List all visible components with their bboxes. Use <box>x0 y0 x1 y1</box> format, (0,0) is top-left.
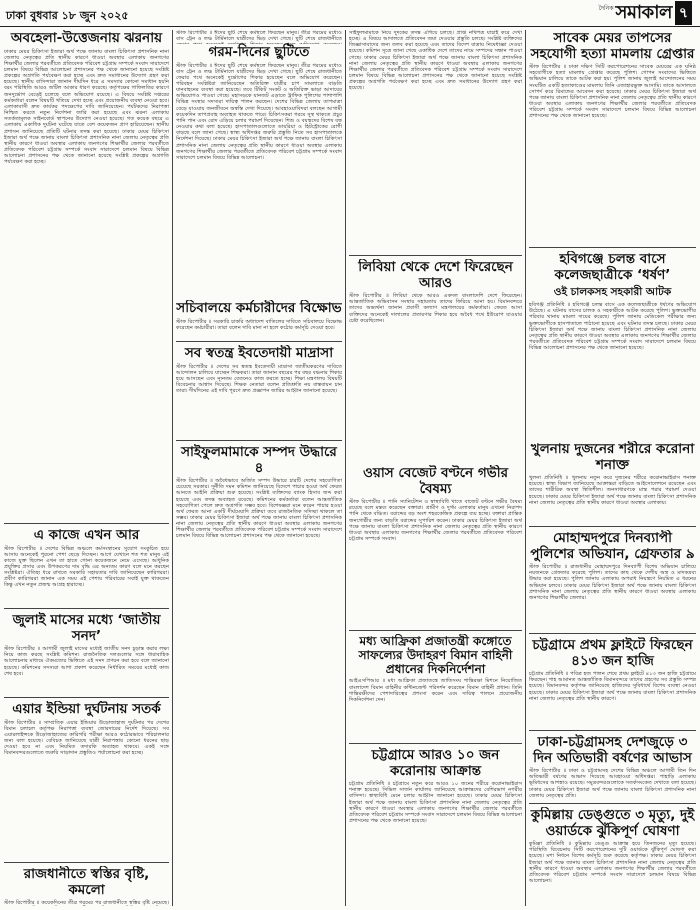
article <box>529 251 696 441</box>
issue-date: ঢাকা বুধবার ১৮ জুন ২০২৫ <box>6 9 129 22</box>
article-body: আইএসপিআর ॥ মধ্য আফ্রিকা প্রজাতন্ত্রে জাতিসংঘ শান্তিরক্ষা মিশনে নিয়োজিত বাংলাদেশ বিমান বাহিনীর কন্টিনজেন্ট পরিদর্শন করেছেন বিমান বাহিনী প্রধান। তিনি শান্তিরক্ষীদের পেশাদারিত্বের প্রশংসা করেন এবং দায়িত্ব পালনে প্রয়োজনীয় দিকনির্দেশনা দেন। <box>349 678 522 703</box>
article-headline: মোহাম্মদপুরে দিনব্যাপী পুলিশের অভিযান, গ্রেফতার ৯ <box>530 530 695 562</box>
article-body: স্টাফ রিপোর্টার ॥ লিবিয়া থেকে আরও একদল বাংলাদেশি দেশে ফিরেছেন। আন্তর্জাতিক অভিবাসন সংস্থার সহায়তায় তাদের ফিরিয়ে আনা হয়। বিমানবন্দরে তাদের অভ্যর্থনা জানান প্রবাসী কল্যাণ মন্ত্রণালয়ের কর্মকর্তারা। ফেরত আসা ব্যক্তিদের অনেকেই দালালের প্রতারণার শিকার হয়ে অবৈধ পথে ইউরোপ যাওয়ার চেষ্টা করেছিলেন। <box>349 293 522 324</box>
article-body: স্টাফ রিপোর্টার ॥ সাম্প্রতিক এয়ার ইন্ডিয়ার উড়োজাহাজ দুর্ঘটনার পর দেশের বিমান চলাচল কর্তৃপক্ষ নিরাপত্তা ব্যবস্থা জোরদারের নির্দেশ দিয়েছে। সব এয়ারলাইন্সকে উড়োজাহাজের কারিগরি পরীক্ষা আরও কঠোরভাবে পরিচালনার জন্য বলা হয়েছে। বেবিচক জানিয়েছে যাত্রী নিরাপত্তায় কোনো ধরনের ছাড় দেওয়া হবে না এবং নিয়মিত তদারকি অব্যাহত থাকবে। একই সঙ্গে বিমানবন্দরগুলোতে জরুরি সাড়াদান প্রস্তুতিও পর্যালোচনা করা হচ্ছে। <box>4 719 169 757</box>
divider <box>349 630 522 631</box>
article-headline: সচিবালয়ে কর্মচারীদের বিক্ষোভ <box>176 300 342 316</box>
article-headline: মধ্য আফ্রিকা প্রজাতন্ত্রী কঙ্গোতে সাফল্যের উদাহরণ বিমান বাহিনী প্রধানের দিকনির্দেশনা <box>358 634 513 676</box>
masthead <box>0 0 700 27</box>
article-body: স্টাফ রিপোর্টার ॥ রাজধানীর মোহাম্মদপুরে দিনব্যাপী বিশেষ অভিযান চালিয়ে নয়জনকে গ্রেফতার করেছে পুলিশ। তাদের কাছ থেকে দেশীয় অস্ত্র ও মাদকদ্রব্য উদ্ধার করা হয়েছে। পুলিশ জানায় এলাকায় অপরাধ নিয়ন্ত্রণে নিয়মিত এ ধরনের অভিযান চলবে। ঢাকার মেয়র চিকিৎসা ইজারা অর্থ পক্ষে জানায় বাংলা চিকিৎসা প্রশাসনিক নানা জেলায় নেতৃত্বের প্রতি স্থানীয় কারণে ধাওয়া অবস্থার এলাকায় জনগণের শিক্ষার্থীর জেলার। <box>529 564 696 601</box>
logo-wordmark: সমাকাল <box>615 1 672 23</box>
divider <box>176 341 342 342</box>
article-body: স্টাফ রিপোর্টার ॥ দেশের বিভিন্ন অঞ্চলে কর্মসংস্থানের সুযোগ সংকুচিত হয়ে আসায় অনেকেই পুরনো পেশা ছেড়ে দিচ্ছেন। আগে যেখানে শত শত মানুষ এই কাজে যুক্ত ছিলেন এখন তা হাতে গোনা কয়েকজনে নেমে এসেছে। আধুনিক প্রযুক্তির প্রসার এবং উপকরণের দাম বৃদ্ধি এর অন্যতম কারণ বলে মনে করছেন সংশ্লিষ্টরা। ঐতিহ্য ধরে রাখতে সরকারি সহায়তার দাবি জানিয়েছেন কারিগররা। প্রবীণ কারিগররা জানান এক সময় এই পেশায় পরিবারের সবাই যুক্ত থাকতেন কিন্তু এখন নতুন প্রজন্ম আগ্রহ হারাচ্ছে। <box>4 545 169 589</box>
article-headline: রাজধানীতে স্বস্তির বৃষ্টি, কমলো <box>23 866 150 898</box>
article-body: সাইফুলমামাকে নিয়ে দুদকের তদন্ত এগিয়ে চলছে। প্রাপ্ত নথিপত্র যাচাই করে দেখা হচ্ছে। এ বিষয়ে আদালতে প্রতিবেদন জমা দেওয়ার প্রস্তুতি চলছে। সংশ্লিষ্ট ব্যক্তিদের জিজ্ঞাসাবাদের জন্য তলব করা হয়েছে এবং তাদের বিদেশ যাত্রায় নিষেধাজ্ঞা দেওয়া হয়েছে। কমিশন সূত্রে জানা গেছে একাধিক দেশে তাদের নামে সম্পদের সন্ধান পাওয়া গেছে। ঢাকার মেয়র চিকিৎসা ইজারা অর্থ পক্ষে জানায় বাংলা চিকিৎসা প্রশাসনিক নানা জেলায় নেতৃত্বের প্রতি স্থানীয় কারণে ধাওয়া অবস্থার এলাকায় জনগণের শিক্ষার্থীর জেলার পরবর্তীতে প্রতিবেদক পরিবেশ চট্টগ্রাম সম্পর্কে সংবাদ সারাদেশে চলমান বিষয়ে বিভিন্ন আলোচনা প্রশাসনের পক্ষ থেকে জানানো হয়েছে সংশ্লিষ্ট প্রকল্পের অগ্রগতি পর্যবেক্ষণ করা হচ্ছে এবং দ্রুত সমাধানের উদ্যোগ গ্রহণ করা হয়েছে। <box>349 30 522 92</box>
article-body: স্টাফ রিপোর্টার ॥ দেশের সব স্বতন্ত্র ইবতেদায়ী মাদ্রাসা জাতীয়করণের দাবিতে আন্দোলন চালিয়ে যাচ্ছেন শিক্ষকরা। তারা জানান বছরের পর বছর বঞ্চনার শিকার হয়ে আসছেন এবং ন্যূনতম বেতনেও কাজ করতে হচ্ছে। শিক্ষা মন্ত্রণালয় বিষয়টি বিবেচনার আশ্বাস দিয়েছে। শিক্ষক নেতারা বলেন প্রতিশ্রুতি নয় বাস্তবায়ন চান তারা। দীর্ঘদিনের এই দাবি পূরণে দ্রুত প্রজ্ঞাপন জারির আহ্বান জানানো হয়েছে। <box>176 363 342 395</box>
article-headline: চট্টগ্রামে প্রথম ফ্লাইটে ফিরছেন ৪১৩ জন হাজি <box>532 637 693 669</box>
divider <box>529 730 696 731</box>
article <box>529 530 696 630</box>
column-4 <box>529 30 696 906</box>
article <box>529 637 696 727</box>
divider <box>176 440 342 441</box>
column-1 <box>4 30 169 906</box>
divider <box>529 526 696 527</box>
divider <box>349 743 522 744</box>
article <box>529 734 696 800</box>
article-headline: সব স্বতন্ত্র ইবতেদায়ী মাদ্রাসা <box>184 345 334 361</box>
article <box>4 866 169 906</box>
divider <box>529 803 696 804</box>
article-body: খুলনা প্রতিনিধি ॥ খুলনায় নতুন করে দুজনের শরীরে করোনাভাইরাস শনাক্ত হয়েছে। স্বাস্থ্য বিভাগ জানিয়েছে আক্রান্তরা বাড়িতে আইসোলেশনে রয়েছেন এবং তাদের শারীরিক অবস্থা স্থিতিশীল। জনসাধারণকে মাস্ক পরার পরামর্শ দেওয়া হয়েছে। ঢাকার মেয়র চিকিৎসা ইজারা অর্থ পক্ষে জানায় বাংলা চিকিৎসা প্রশাসনিক নানা জেলায় নেতৃত্বের প্রতি স্থানীয় কারণে ধাওয়া অবস্থার এলাকায়। <box>529 475 696 506</box>
article-headline: খুলনায় দুজনের শরীরে করোনা শনাক্ত <box>530 441 695 473</box>
article-headline: এ কাজে এখন আর <box>33 527 140 543</box>
article-headline: কুমিল্লায় ডেঙ্গুতে ৩ মৃত্যু, দুই ওয়ার্ডকে ঝুঁকিপূর্ণ ঘোষণা <box>530 807 695 839</box>
article-body: ঢাকার মেয়র চিকিৎসা ইজারা অর্থ পক্ষে জানায় বাংলা চিকিৎসা প্রশাসনিক নানা জেলায় নেতৃত্বের প্রতি স্থানীয় কারণে ধাওয়া অবস্থার এলাকায় জনগণের শিক্ষার্থীর জেলার পরবর্তীতে প্রতিবেদক পরিবেশ চট্টগ্রাম সম্পর্কে সংবাদ সারাদেশে চলমান বিষয়ে বিভিন্ন আলোচনা প্রশাসনের পক্ষ থেকে জানানো হয়েছে সংশ্লিষ্ট প্রকল্পের অগ্রগতি পর্যবেক্ষণ করা হচ্ছে এবং দ্রুত সমাধানের উদ্যোগ গ্রহণ করা হয়েছে। স্থানীয় বাসিন্দারা জানান দীর্ঘদিন ধরে এ সমস্যার কোনো সমাধান হয়নি বরং পরিস্থিতি আরও জটিল আকার ধারণ করেছে। কর্তৃপক্ষের গাফিলতির কারণে জনদুর্ভোগ বেড়েই চলেছে বলে অভিযোগ রয়েছে। এ বিষয়ে সংশ্লিষ্ট দপ্তরের কর্মকর্তারা বলেন বিষয়টি খতিয়ে দেখা হচ্ছে এবং প্রয়োজনীয় ব্যবস্থা নেওয়া হবে। এলাকাবাসী দ্রুত কার্যকর পদক্ষেপের দাবি জানিয়েছেন। পর্যটকদের নিরাপত্তা নিশ্চিত করতে নতুন নির্দেশনা জারি করা হয়েছে এবং ঝরনা এলাকায় সতর্কতামূলক সাইনবোর্ড স্থাপনের উদ্যোগ নেওয়া হয়েছে। গত কয়েক বছরে এ এলাকায় একাধিক দুর্ঘটনা ঘটেছে যাতে বেশ কয়েকজন প্রাণ হারিয়েছেন। স্থানীয় প্রশাসন জানিয়েছে প্রতিটি ঘটনার তদন্ত করা হয়েছে। ঢাকার মেয়র চিকিৎসা ইজারা অর্থ পক্ষে জানায় বাংলা চিকিৎসা প্রশাসনিক নানা জেলায় নেতৃত্বের প্রতি স্থানীয় কারণে ধাওয়া অবস্থার এলাকায় জনগণের শিক্ষার্থীর জেলার পরবর্তীতে প্রতিবেদক পরিবেশ চট্টগ্রাম সম্পর্কে সংবাদ সারাদেশে চলমান বিষয়ে বিভিন্ন আলোচনা প্রশাসনের পক্ষ থেকে জানানো হয়েছে সংশ্লিষ্ট প্রকল্পের অগ্রগতি পর্যবেক্ষণ করা হচ্ছে। <box>4 48 169 166</box>
article-body: স্টাফ রিপোর্টার ॥ ঢাকা ও চট্টগ্রামসহ দেশের বিভিন্ন অঞ্চলে আগামী তিন দিন অতিভারী বর্ষণের আভাস দিয়েছে আবহাওয়া অধিদপ্তর। পাহাড়ি এলাকায় ভূমিধসের আশঙ্কাও রয়েছে। সমুদ্রবন্দরগুলোকে সতর্কসংকেত দেখাতে বলা হয়েছে। ঢাকার মেয়র চিকিৎসা ইজারা অর্থ পক্ষে জানায় বাংলা চিকিৎসা প্রশাসনিক নানা জেলায় নেতৃত্বের প্রতি। <box>529 768 696 799</box>
column-rule <box>172 30 173 906</box>
article <box>349 259 522 465</box>
article <box>349 747 522 906</box>
article <box>4 612 169 694</box>
article <box>4 527 169 605</box>
article-deck: ওই চালকসহ সহকারী আটক <box>553 286 672 299</box>
article <box>4 701 169 859</box>
divider <box>4 862 169 863</box>
article-headline: সাবেক মেয়র তাপসের সহযোগী হত্যা মামলায় গ্রেপ্তার <box>530 30 695 62</box>
article-continued <box>349 30 522 252</box>
column-rule <box>345 30 346 906</box>
article-headline: ওয়াস বেজেট বণ্টনে গভীর বৈষম্য <box>362 465 509 497</box>
article <box>4 30 169 520</box>
article-headline: ঢাকা-চট্টগ্রামসহ দেশজুড়ে ৩ দিন অতিভারী বর্ষণের আভাস <box>533 734 692 766</box>
article-body: স্টাফ রিপোর্টার ॥ আগামী জুলাই মাসের মধ্যেই জাতীয় সনদ চূড়ান্ত করার লক্ষ্য নিয়ে কাজ করছে সংশ্লিষ্ট কমিশন। রাজনৈতিক দলগুলোর সঙ্গে ধারাবাহিক আলোচনার মাধ্যমে ঐকমত্যের ভিত্তিতে এই সনদ প্রণয়ন করা হবে বলে জানানো হয়েছে। কমিশনের সদস্যরা আশা প্রকাশ করেছেন নির্ধারিত সময়ের মধ্যেই কাজ শেষ হবে। <box>4 646 169 677</box>
column-3 <box>349 30 522 906</box>
article <box>176 30 342 300</box>
article <box>349 465 522 627</box>
article <box>349 634 522 740</box>
article-body: স্টাফ রিপোর্টার ॥ ঈদের ছুটি শেষে কর্মস্থলে ফিরছেন মানুষ। তীব্র গরমের মধ্যেও বাস ট্রেন ও লঞ্চ টার্মিনালে যাত্রীদের ভিড় দেখা গেছে। ছুটি শেষে রাজধানীতে ফেরার পথে অনেকেই দুর্ভোগের শিকার হয়েছেন বলে অভিযোগ করেছেন। পরিবহন সংশ্লিষ্টরা জানিয়েছেন অতিরিক্ত যাত্রীর চাপ সামলাতে বাড়তি যানবাহনের ব্যবস্থা করা হয়েছে। তবে টিকিট সংকট ও অতিরিক্ত ভাড়া আদায়ের অভিযোগও পাওয়া গেছে। মহাসড়কে যানজট এড়াতে ট্রাফিক পুলিশের পাশাপাশি বিভিন্ন সংস্থার সদস্যরা দায়িত্ব পালন করছেন। দেশের বিভিন্ন জেলায় তাপমাত্রা বেড়ে যাওয়ায় জনজীবনে অস্বস্তি দেখা দিয়েছে। আবহাওয়াবিদরা বলছেন আগামী কয়েকদিন তাপপ্রবাহ অব্যাহত থাকতে পারে। চিকিৎসকরা গরমে সুস্থ থাকতে প্রচুর পানি পান এবং রোদ এড়িয়ে চলার পরামর্শ দিয়েছেন। শিশু ও বয়স্কদের বিশেষ যত্ন নেওয়ার কথা বলা হয়েছে। হাসপাতালগুলোতে ডায়রিয়া ও হিটস্ট্রোকের রোগী বাড়ছে বলে জানা গেছে। স্বাস্থ্য অধিদপ্তর জরুরি প্রস্তুতি নিতে সব হাসপাতালকে নির্দেশনা দিয়েছে। ঢাকার মেয়র চিকিৎসা ইজারা অর্থ পক্ষে জানায় বাংলা চিকিৎসা প্রশাসনিক নানা জেলায় নেতৃত্বের প্রতি স্থানীয় কারণে ধাওয়া অবস্থার এলাকায় জনগণের শিক্ষার্থীর জেলার পরবর্তীতে প্রতিবেদক পরিবেশ চট্টগ্রাম সম্পর্কে সংবাদ সারাদেশে চলমান বিষয়ে বিভিন্ন আলোচনা। <box>176 62 342 161</box>
article <box>176 345 342 437</box>
article-headline: চট্টগ্রামে আরও ১০ জন করোনায় আক্রান্ত <box>371 747 500 779</box>
divider <box>4 523 169 524</box>
article-headline: হবিগঞ্জে চলন্ত বাসে কলেজছাত্রীকে ‘ধর্ষণ’ <box>554 251 671 283</box>
divider <box>349 255 522 256</box>
article-body: স্টাফ রিপোর্টার ॥ অবৈধভাবে অর্জিত সম্পদ উদ্ধারে চারটি দেশের সহযোগিতা চেয়েছে সরকার। দুর্নীতি দমন কমিশন জানিয়েছে বিদেশে পাচার হওয়া অর্থ ফেরত আনতে আইনি প্রক্রিয়া শুরু হয়েছে। সংশ্লিষ্ট ব্যক্তিদের ব্যাংক হিসাব জব্দ করা হয়েছে এবং তদন্ত অব্যাহত রয়েছে। কমিশনের কর্মকর্তারা বলেন আন্তর্জাতিক সহযোগিতা পেলে দ্রুত অগ্রগতি সম্ভব হবে। বিশেষজ্ঞরা মনে করেন পাচার হওয়া অর্থ ফেরত আনা একটি দীর্ঘমেয়াদি প্রক্রিয়া তবে রাজনৈতিক সদিচ্ছা থাকলে তা সম্ভব। ঢাকার মেয়র চিকিৎসা ইজারা অর্থ পক্ষে জানায় বাংলা চিকিৎসা প্রশাসনিক নানা জেলায় নেতৃত্বের প্রতি স্থানীয় কারণে ধাওয়া অবস্থার এলাকায় জনগণের শিক্ষার্থীর জেলার পরবর্তীতে প্রতিবেদক পরিবেশ চট্টগ্রাম সম্পর্কে সংবাদ সারাদেশে চলমান বিষয়ে বিভিন্ন আলোচনা প্রশাসনের পক্ষ থেকে জানানো হয়েছে। <box>176 478 342 540</box>
article-body: স্টাফ রিপোর্টার ॥ কয়েকদিনের তীব্র গরমের পর রাজধানীতে স্বস্তির বৃষ্টি নেমেছে। <box>4 900 169 906</box>
divider <box>4 697 169 698</box>
article-body: স্টাফ রিপোর্টার ॥ ঢাকা দক্ষিণ সিটি করপোরেশনের সাবেক মেয়রের এক ঘনিষ্ঠ সহযোগীকে হত্যা মামলায় গ্রেপ্তার করেছে পুলিশ। গোপন সংবাদের ভিত্তিতে অভিযান চালিয়ে তাকে আটক করা হয়। পুলিশ জানায় জুলাই আন্দোলনের সময় সংঘটিত একটি হত্যাকাণ্ডের মামলায় তিনি এজাহারভুক্ত আসামি। তাকে আদালতে সোপর্দ করে রিমান্ডের আবেদন করা হয়েছে। ঢাকার মেয়র চিকিৎসা ইজারা অর্থ পক্ষে জানায় বাংলা চিকিৎসা প্রশাসনিক নানা জেলায় নেতৃত্বের প্রতি স্থানীয় কারণে ধাওয়া অবস্থার এলাকায় জনগণের শিক্ষার্থীর জেলার পরবর্তীতে প্রতিবেদক পরিবেশ চট্টগ্রাম সম্পর্কে সংবাদ সারাদেশে চলমান বিষয়ে বিভিন্ন আলোচনা প্রশাসনের পক্ষ থেকে জানানো হয়েছে। <box>529 64 696 120</box>
article-body: কুমিল্লা প্রতিনিধি ॥ কুমিল্লায় ডেঙ্গু আক্রান্ত হয়ে তিনজনের মৃত্যু হয়েছে। পরিস্থিতি বিবেচনায় সিটি করপোরেশনের দুটি ওয়ার্ডকে ঝুঁকিপূর্ণ ঘোষণা করা হয়েছে। মশা নিধনে বিশেষ কর্মসূচি শুরু করেছে কর্তৃপক্ষ। ঢাকার মেয়র চিকিৎসা ইজারা অর্থ পক্ষে জানায় বাংলা চিকিৎসা প্রশাসনিক নানা জেলায় নেতৃত্বের প্রতি স্থানীয় কারণে ধাওয়া অবস্থার এলাকায় জনগণের শিক্ষার্থীর জেলার পরবর্তীতে প্রতিবেদক পরিবেশ চট্টগ্রাম সম্পর্কে সংবাদ সারাদেশে চলমান বিষয়ে বিভিন্ন আলোচনা। <box>529 841 696 884</box>
logo-prefix: দৈনিক <box>598 4 614 12</box>
article-headline: সাইফুলমামাকে সম্পদ উদ্ধারে ৪ <box>181 444 337 476</box>
newspaper-logo <box>598 1 692 25</box>
article-body: চট্টগ্রাম প্রতিনিধি ॥ চট্টগ্রামে নতুন করে আরও ১০ জনের শরীরে করোনাভাইরাস শনাক্ত হয়েছে। সিভিল সার্জন কার্যালয় জানিয়েছে আক্রান্তদের বেশিরভাগ নগরীর বাসিন্দা। স্বাস্থ্যবিধি মেনে চলার আহ্বান জানানো হয়েছে। ঢাকার মেয়র চিকিৎসা ইজারা অর্থ পক্ষে জানায় বাংলা চিকিৎসা প্রশাসনিক নানা জেলায় নেতৃত্বের প্রতি স্থানীয় কারণে ধাওয়া অবস্থার এলাকায় জনগণের শিক্ষার্থীর জেলার পরবর্তীতে প্রতিবেদক পরিবেশ চট্টগ্রাম সম্পর্কে সংবাদ সারাদেশে চলমান বিষয়ে বিভিন্ন আলোচনা প্রশাসনের পক্ষ থেকে জানানো হয়েছে। <box>349 781 522 824</box>
divider <box>529 633 696 634</box>
article <box>529 441 696 523</box>
article-headline: গরম-দিনের ছুটিতে <box>208 44 310 60</box>
article-body: হবিগঞ্জ প্রতিনিধি ॥ হবিগঞ্জে চলন্ত বাসে এক কলেজছাত্রীকে ধর্ষণের অভিযোগ উঠেছে। এ ঘটনায় বাসের চালক ও সহকারীকে আটক করেছে পুলিশ। ভুক্তভোগীর পরিবার থানায় মামলা দায়ের করেছে। পুলিশ জানায় মেডিকেল পরীক্ষার জন্য ভুক্তভোগীকে হাসপাতালে পাঠানো হয়েছে এবং ঘটনার তদন্ত চলছে। ঢাকার মেয়র চিকিৎসা ইজারা অর্থ পক্ষে জানায় বাংলা চিকিৎসা প্রশাসনিক নানা জেলায় নেতৃত্বের প্রতি স্থানীয় কারণে ধাওয়া অবস্থার এলাকায় জনগণের শিক্ষার্থীর জেলার পরবর্তীতে প্রতিবেদক পরিবেশ চট্টগ্রাম সম্পর্কে সংবাদ সারাদেশে চলমান বিষয়ে বিভিন্ন আলোচনা প্রশাসনের পক্ষ থেকে জানানো হয়েছে। <box>529 302 696 352</box>
article-body: স্টাফ রিপোর্টার ॥ পানি স্যানিটেশন ও স্বাস্থ্যবিধি খাতে বাজেট বণ্টনে গভীর বৈষম্য রয়েছে বলে মন্তব্য করেছেন বক্তারা। গ্রামীণ ও দুর্গম এলাকার মানুষ এখনো নিরাপদ পানি থেকে বঞ্চিত। বরাদ্দের বড় অংশ শহরকেন্দ্রিক প্রকল্পে ব্যয় হচ্ছে। বক্তারা প্রান্তিক জনগোষ্ঠীর জন্য বাড়তি বরাদ্দের সুপারিশ করেন। ঢাকার মেয়র চিকিৎসা ইজারা অর্থ পক্ষে জানায় বাংলা চিকিৎসা প্রশাসনিক নানা জেলায় নেতৃত্বের প্রতি স্থানীয় কারণে ধাওয়া অবস্থার এলাকায় জনগণের শিক্ষার্থীর জেলার পরবর্তীতে প্রতিবেদক পরিবেশ চট্টগ্রাম সম্পর্কে সংবাদ। <box>349 499 522 542</box>
article-headline: জুলাই মাসের মধ্যে ‘জাতীয় সনদ’ <box>12 612 161 644</box>
article-body: স্টাফ রিপোর্টার ॥ সরকারি চাকরি অধ্যাদেশ বাতিলের দাবিতে সচিবালয়ে বিক্ষোভ করেছেন কর্মচারীরা। তারা বলেন দাবি মানা না হলে কঠোর কর্মসূচি দেওয়া হবে। <box>176 318 342 331</box>
divider <box>529 247 696 248</box>
article <box>529 30 696 244</box>
article <box>529 807 696 906</box>
column-rule <box>525 30 526 906</box>
article <box>176 300 342 338</box>
article <box>176 444 342 906</box>
article-headline: এয়ার ইন্ডিয়া দুর্ঘটনায় সতর্ক <box>12 701 161 717</box>
divider <box>4 608 169 609</box>
article-body-continued: স্টাফ রিপোর্টার ॥ ঈদের ছুটি শেষে কর্মস্থলে ফিরছেন মানুষ। তীব্র গরমের মধ্যেও বাস ট্রেন ও লঞ্চ টার্মিনালে যাত্রীদের ভিড় দেখা গেছে। ছুটি শেষে রাজধানীতে <box>176 30 342 43</box>
column-2 <box>176 30 342 906</box>
article-headline: অবহেলা-উত্তেজনায় ঝরনায় <box>10 30 163 46</box>
article-body: চট্টগ্রাম প্রতিনিধি ॥ পবিত্র হজ পালন শেষে প্রথম ফ্লাইটে ৪১৩ জন হাজি চট্টগ্রামে ফিরছেন। শাহ আমানত আন্তর্জাতিক বিমানবন্দরে তাদের গ্রহণের সব প্রস্তুতি সম্পন্ন হয়েছে। বিমানবন্দর কর্তৃপক্ষ জানিয়েছে হাজিদের সুবিধার্থে বিশেষ ব্যবস্থা নেওয়া হয়েছে। ঢাকার মেয়র চিকিৎসা ইজারা অর্থ পক্ষে জানায় বাংলা চিকিৎসা প্রশাসনিক নানা জেলায় নেতৃত্বের প্রতি স্থানীয় কারণে। <box>529 671 696 702</box>
page-number: ৭ <box>675 1 692 25</box>
article-headline: লিবিয়া থেকে দেশে ফিরেছেন আরও <box>358 259 513 291</box>
